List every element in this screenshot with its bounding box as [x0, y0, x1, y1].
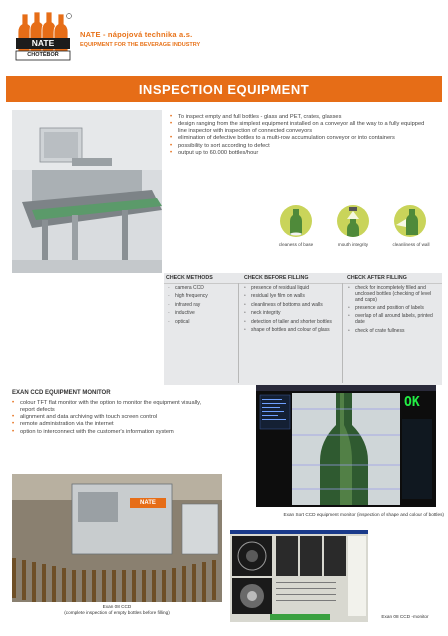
exan08-machine-photo	[12, 474, 222, 602]
check-before-heading: CHECK BEFORE FILLING	[244, 275, 309, 281]
list-item: • possibility to sort according to defect	[170, 143, 432, 150]
caption-exan08-title: Exan 08 CCD	[102, 604, 132, 609]
check-after-list	[348, 286, 440, 337]
monitor-section-title: EXAN CCD EQUIPMENT MONITOR	[12, 390, 111, 396]
header-divider	[164, 283, 442, 284]
list-item: • remote administration via the internet	[12, 421, 212, 428]
list-item: • residual lye film on walls	[244, 294, 340, 300]
list-item: • option to interconnect with the customer's information system	[12, 429, 212, 436]
monitor-bullets	[12, 400, 212, 436]
list-item: - camera CCD	[168, 286, 236, 292]
check-after-heading: CHECK AFTER FILLING	[347, 275, 407, 281]
list-item: • cleanliness of bottoms and walls	[244, 303, 340, 309]
list-item: • output up to 60.000 bottles/hour	[170, 150, 432, 157]
list-item: - high frequency	[168, 294, 236, 300]
list-item: • check for incompletely filled and unclosed bottles (checking of level and caps)	[348, 286, 440, 303]
icon-caption-wall: cleanliness of wall	[392, 242, 430, 247]
page-title-banner	[6, 76, 442, 102]
list-item: - inductive	[168, 311, 236, 317]
brand-title: NATE - nápojová technika a.s.	[80, 30, 193, 39]
bottle-wall-icon	[394, 205, 426, 237]
brand-subtitle: EQUIPMENT FOR THE BEVERAGE INDUSTRY	[80, 42, 201, 48]
intro-bullets	[170, 114, 432, 157]
list-item: • presence and position of labels	[348, 306, 440, 312]
list-item: • alignment and data archiving with touch screen control	[12, 414, 212, 421]
nate-logo	[12, 10, 74, 64]
machine-brand-label: NATE	[140, 500, 156, 506]
check-methods-table	[164, 273, 442, 385]
check-methods-heading: CHECK METHODS	[166, 275, 213, 281]
list-item: • To inspect empty and full bottles - glass and PET, crates, glasses	[170, 114, 432, 121]
icon-caption-mouth: mouth integrity	[337, 242, 369, 247]
bottle-mouth-icon	[337, 205, 369, 237]
list-item: • design ranging from the simplest equipment installed on a conveyor all the way to a fully equipped line inspector with inspection of connected conveyors	[170, 121, 432, 135]
list-item: • check of crate fullness	[348, 329, 440, 335]
column-divider	[342, 283, 343, 383]
exan08-monitor-screen	[230, 530, 368, 622]
list-item: • presence of residual liquid	[244, 286, 340, 292]
inspection-machine-photo	[12, 110, 162, 273]
list-item: - optical	[168, 320, 236, 326]
caption-exan08-detail: (complete inspection of empty bottles before filling)	[64, 609, 170, 615]
list-item: - infrared ray	[168, 303, 236, 309]
check-methods-list	[168, 286, 236, 328]
list-item: • shape of bottles and colour of glass	[244, 328, 340, 334]
caption-sort-monitor: Exan Sort CCD equipment monitor (inspection of shape and colour of bottles)	[283, 512, 444, 517]
icon-caption-base: cleaness of base	[278, 242, 314, 247]
caption-exan08	[12, 604, 222, 615]
column-divider	[238, 283, 239, 383]
list-item: • neck integrity	[244, 311, 340, 317]
check-before-list	[244, 286, 340, 336]
list-item: • elimination of defective bottles to a multi-row accumulation conveyor or into containers	[170, 135, 432, 142]
logo-text: NATE	[31, 38, 55, 48]
list-item: • colour TFT flat monitor with the option to monitor the equipment visually, report defects	[12, 400, 212, 414]
caption-exan08-monitor: Exan 08 CCD -monitor	[381, 614, 429, 619]
bottle-base-icon	[280, 205, 312, 237]
logo-city: CHOTĚBOŘ	[27, 52, 59, 58]
page-title: INSPECTION EQUIPMENT	[138, 81, 310, 97]
list-item: • overlap of all around labels, printed date	[348, 314, 440, 326]
exan-sort-monitor-screen	[256, 385, 436, 507]
list-item: • detection of taller and shorter bottles	[244, 320, 340, 326]
ok-status-label: OK	[404, 395, 420, 410]
